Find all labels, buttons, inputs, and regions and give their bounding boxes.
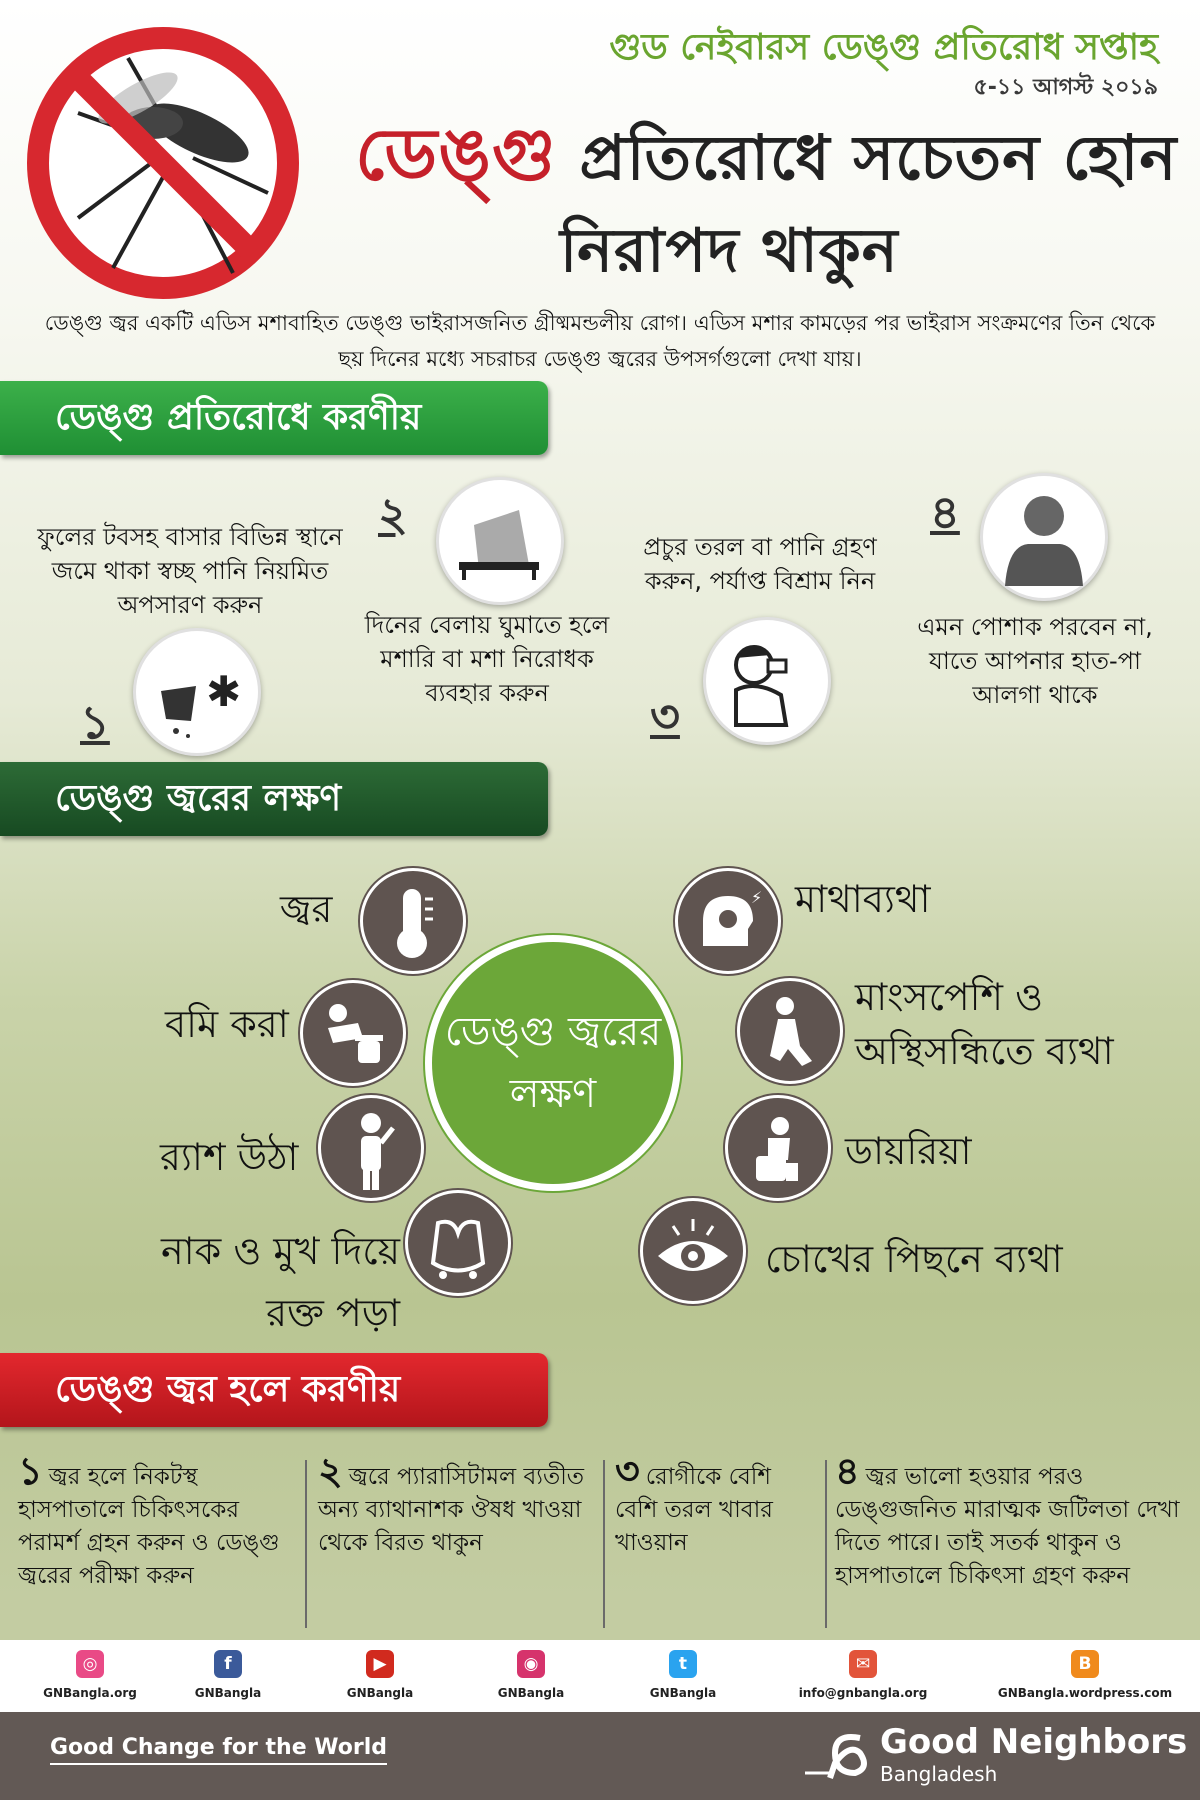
symptom-label-headache: মাথাব্যথা xyxy=(795,877,931,921)
prevention-number-3: ৩ xyxy=(650,689,680,743)
symptom-label-joint-pain: মাংসপেশি ও অস্থিসন্ধিতে ব্যথা xyxy=(855,975,1114,1073)
svg-text:⚡: ⚡ xyxy=(751,888,763,907)
social-label: GNBangla xyxy=(649,1686,717,1700)
action-step-number: ৩ xyxy=(615,1449,640,1493)
social-youtube[interactable] xyxy=(305,1650,455,1700)
action-step-text: জ্বর ভালো হওয়ার পরও ডেঙ্গুজনিত মারাত্মক জটিলতা দেখা দিতে পারে। তাই সতর্ক থাকুন ও হাসপাতালে চিকিৎসা গ্রহণ করুন xyxy=(835,1464,1180,1589)
prevention-text-3: প্রচুর তরল বা পানি গ্রহণ করুন, পর্যাপ্ত বিশ্রাম নিন xyxy=(643,533,877,595)
rash-icon xyxy=(321,1098,421,1198)
social-mail[interactable] xyxy=(788,1650,938,1700)
divider xyxy=(825,1460,827,1628)
action-step-4 xyxy=(835,1449,1180,1593)
good-neighbors-logo-icon xyxy=(805,1728,875,1783)
flower-pot-icon xyxy=(136,631,258,753)
symptom-label-bleeding: নাক ও মুখ দিয়ে রক্ত পড়া xyxy=(160,1229,400,1335)
symptom-circle-headache xyxy=(675,868,781,974)
eye-pain-icon xyxy=(643,1201,743,1301)
prevention-text-1: ফুলের টবসহ বাসার বিভিন্ন স্থানে জমে থাকা স্বচ্ছ পানি নিয়মিত অপসারণ করুন xyxy=(37,523,343,619)
mosquito-net-icon xyxy=(439,480,561,602)
symptom-circle-vomiting xyxy=(300,980,406,1086)
prevention-text-2: দিনের বেলায় ঘুমাতে হলে মশারি বা মশা নিরোধক ব্যবহার করুন xyxy=(364,611,610,707)
action-step-1 xyxy=(18,1449,298,1593)
main-title xyxy=(355,100,1177,220)
symptom-circle-fever xyxy=(360,868,466,974)
instagram-icon: ◉ xyxy=(517,1650,545,1678)
action-step-2 xyxy=(318,1449,596,1560)
vomiting-icon xyxy=(303,983,403,1083)
thermometer-icon xyxy=(363,871,463,971)
joint-pain-icon xyxy=(740,981,840,1081)
prevention-number-2: ২ xyxy=(378,487,408,541)
campaign-date: ৫-১১ আগস্ট ২০১৯ xyxy=(973,75,1158,100)
action-step-text: রোগীকে বেশি বেশি তরল খাবার খাওয়ান xyxy=(615,1464,773,1556)
diarrhea-icon xyxy=(728,1098,828,1198)
social-label: info@gnbangla.org xyxy=(798,1686,928,1700)
intro-paragraph: ডেঙ্গু জ্বর একটি এডিস মশাবাহিত ডেঙ্গু ভাইরাসজনিত গ্রীষ্মমন্ডলীয় রোগ। এডিস মশার কামড়ের পর ভাইরাস সংক্রমণের তিন থেকে ছয় দিনের মধ্যে সচরাচর ডেঙ্গু জ্বরের উপসর্গগুলো দেখা যায়। xyxy=(44,311,1156,371)
divider xyxy=(603,1460,605,1628)
prevention-number-1: ১ xyxy=(80,695,110,749)
symptom-label-fever: জ্বর xyxy=(280,887,333,931)
drinking-child-icon xyxy=(706,620,828,742)
actions-heading: ডেঙ্গু জ্বর হলে করণীয় xyxy=(0,1353,548,1427)
brand-name: Good Neighbors xyxy=(880,1722,1188,1762)
footer-slogan: Good Change for the World xyxy=(50,1735,387,1765)
symptom-circle-bleeding xyxy=(405,1190,511,1296)
prevention-image-3 xyxy=(703,617,831,745)
divider xyxy=(305,1460,307,1628)
action-step-3 xyxy=(615,1449,815,1560)
prevention-image-1 xyxy=(133,628,261,756)
prevention-heading: ডেঙ্গু প্রতিরোধে করণীয় xyxy=(0,381,548,455)
nose-bleed-icon xyxy=(408,1193,508,1293)
symptom-circle-eye-pain xyxy=(640,1198,746,1304)
social-twitter[interactable] xyxy=(608,1650,758,1700)
action-step-text: জ্বরে প্যারাসিটামল ব্যতীত অন্য ব্যাথানাশক ঔষধ খাওয়া থেকে বিরত থাকুন xyxy=(318,1464,585,1556)
social-label: GNBangla.wordpress.com xyxy=(997,1686,1173,1700)
symptoms-heading: ডেঙ্গু জ্বরের লক্ষণ xyxy=(0,762,548,836)
social-instagram[interactable] xyxy=(456,1650,606,1700)
social-blogger[interactable] xyxy=(995,1650,1175,1700)
youtube-icon: ▶ xyxy=(366,1650,394,1678)
symptom-label-eye-pain: চোখের পিছনে ব্যথা xyxy=(765,1237,1063,1281)
title-rest: প্রতিরোধে সচেতন হোন xyxy=(579,121,1178,194)
title-highlight: ডেঙ্গু xyxy=(355,112,557,196)
symptom-label-rash: র‍্যাশ উঠা xyxy=(160,1135,299,1179)
social-facebook[interactable] xyxy=(153,1650,303,1700)
symptom-label-vomiting: বমি করা xyxy=(165,1002,289,1046)
brand-country: Bangladesh xyxy=(880,1762,998,1786)
mail-icon: ✉ xyxy=(849,1650,877,1678)
symptoms-center-circle: ডেঙ্গু জ্বরের লক্ষণ xyxy=(425,935,681,1191)
blogger-icon: B xyxy=(1071,1650,1099,1678)
sub-title: নিরাপদ থাকুন xyxy=(560,216,899,286)
dribbble-icon: ◎ xyxy=(76,1650,104,1678)
prevention-image-4 xyxy=(980,473,1108,601)
action-step-number: ৪ xyxy=(835,1449,860,1493)
prevention-image-2 xyxy=(436,477,564,605)
twitter-icon: t xyxy=(669,1650,697,1678)
no-mosquito-icon xyxy=(18,18,308,308)
social-label: GNBangla.org xyxy=(43,1686,137,1700)
action-step-number: ১ xyxy=(18,1449,43,1493)
symptom-circle-rash xyxy=(318,1095,424,1201)
campaign-week-title: গুড নেইবারস ডেঙ্গু প্রতিরোধ সপ্তাহ xyxy=(609,27,1158,68)
prevention-text-4: এমন পোশাক পরবেন না, যাতে আপনার হাত-পা আলগা থাকে xyxy=(917,613,1153,709)
facebook-icon: f xyxy=(214,1650,242,1678)
clothing-person-icon xyxy=(983,476,1105,598)
svg-text:✱: ✱ xyxy=(206,667,242,716)
symptom-circle-joint-pain xyxy=(737,978,843,1084)
social-label: GNBangla xyxy=(194,1686,262,1700)
social-dribbble[interactable] xyxy=(15,1650,165,1700)
prevention-number-4: ৪ xyxy=(930,485,960,539)
action-step-text: জ্বর হলে নিকটস্থ হাসপাতালে চিকিৎসকের পরামর্শ গ্রহন করুন ও ডেঙ্গু জ্বরের পরীক্ষা করুন xyxy=(18,1464,280,1589)
social-label: GNBangla xyxy=(346,1686,414,1700)
social-label: GNBangla xyxy=(497,1686,565,1700)
symptom-label-diarrhea: ডায়রিয়া xyxy=(845,1129,972,1173)
symptom-circle-diarrhea xyxy=(725,1095,831,1201)
action-step-number: ২ xyxy=(318,1449,343,1493)
headache-icon xyxy=(678,871,778,971)
